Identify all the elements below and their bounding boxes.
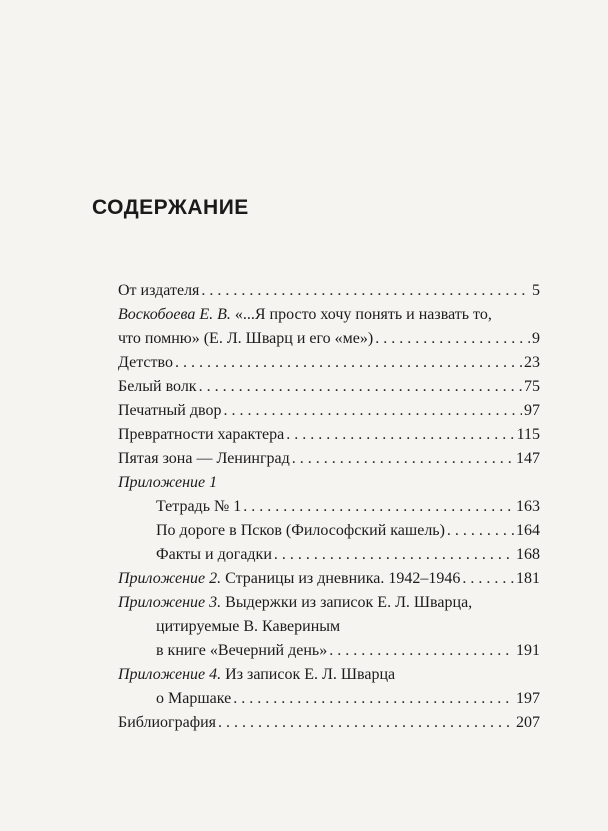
leader-dots — [201, 279, 530, 303]
leader-dots — [218, 711, 514, 735]
toc-entry — [118, 663, 540, 687]
toc-entry-title: Из записок Е. Л. Шварца — [221, 666, 396, 683]
toc-entry-page: 163 — [516, 498, 540, 515]
toc-entry — [118, 591, 540, 615]
toc-entry-page: 207 — [516, 714, 540, 731]
toc-heading: СОДЕРЖАНИЕ — [92, 196, 249, 219]
toc-entry-title: Пятая зона — Ленинград — [118, 450, 290, 467]
toc-entry-title: Страницы из дневника. 1942–1946 — [221, 570, 461, 587]
toc-entry — [118, 711, 540, 735]
toc-entry-page: 147 — [516, 450, 540, 467]
toc-section-title: Приложение 2. — [118, 570, 222, 587]
toc-entry-title: Факты и догадки — [156, 546, 272, 563]
leader-dots — [329, 639, 514, 663]
toc-entry-page: 5 — [532, 282, 540, 299]
leader-dots — [175, 351, 522, 375]
leader-dots — [199, 375, 522, 399]
leader-dots — [447, 519, 514, 543]
toc-entry-page: 115 — [516, 426, 540, 443]
toc-entry-title: Библиография — [118, 714, 216, 731]
toc-entry — [156, 687, 540, 711]
toc-entry — [156, 495, 540, 519]
toc-entry-page: 23 — [524, 354, 540, 371]
toc-entry-page: 97 — [524, 402, 540, 419]
leader-dots — [243, 495, 514, 519]
toc-section-title: Приложение 4. — [118, 666, 222, 683]
leader-dots — [375, 327, 530, 351]
toc-entry — [118, 351, 540, 375]
toc-entry-title: Тетрадь № 1 — [156, 498, 242, 515]
leader-dots — [274, 543, 514, 567]
toc-entry-title: По дороге в Псков (Философский кашель) — [156, 522, 445, 539]
leader-dots — [223, 399, 522, 423]
toc-entry — [156, 615, 540, 639]
toc-entry — [118, 567, 540, 591]
leader-dots — [462, 567, 514, 591]
toc-entry-page: 164 — [516, 522, 540, 539]
toc-entry-page: 197 — [516, 690, 540, 707]
toc-section — [118, 471, 540, 495]
toc-section-title: Приложение 1 — [118, 474, 218, 491]
leader-dots — [286, 423, 514, 447]
toc-entry-page: 75 — [524, 378, 540, 395]
toc-entry — [118, 375, 540, 399]
toc-entry-title: цитируемые В. Кавериным — [156, 618, 341, 635]
toc-entry — [156, 543, 540, 567]
toc-entry-title: Белый волк — [118, 378, 197, 395]
toc-entry — [156, 519, 540, 543]
toc-section-title: Приложение 3. — [118, 594, 222, 611]
toc-entry-title: «...Я просто хочу понять и назвать то, — [230, 306, 492, 323]
leader-dots — [292, 447, 514, 471]
toc-entry-title: Печатный двор — [118, 402, 222, 419]
toc-entry-title: Превратности характера — [118, 426, 285, 443]
toc-entry — [118, 303, 540, 327]
toc-entry-title: что помню» (Е. Л. Шварц и его «ме») — [118, 330, 374, 347]
toc-entry — [156, 639, 540, 663]
toc-entry-page: 181 — [516, 570, 540, 587]
toc-entry-page: 191 — [516, 642, 540, 659]
toc-entry-title: в книге «Вечерний день» — [156, 642, 328, 659]
toc-entry-author: Воскобоева Е. В. — [118, 306, 231, 323]
toc-entry — [118, 399, 540, 423]
toc-entry-page: 9 — [532, 330, 540, 347]
toc-entry — [118, 279, 540, 303]
toc-entry-title: От издателя — [118, 282, 200, 299]
toc-entry-page: 168 — [516, 546, 540, 563]
toc-entry — [118, 423, 540, 447]
toc-entry-title: о Маршаке — [156, 690, 232, 707]
leader-dots — [233, 687, 514, 711]
toc-entry — [118, 447, 540, 471]
toc-entry-title: Выдержки из записок Е. Л. Шварца, — [221, 594, 473, 611]
toc-entry-title: Детство — [118, 354, 173, 371]
toc-entry — [118, 327, 540, 351]
